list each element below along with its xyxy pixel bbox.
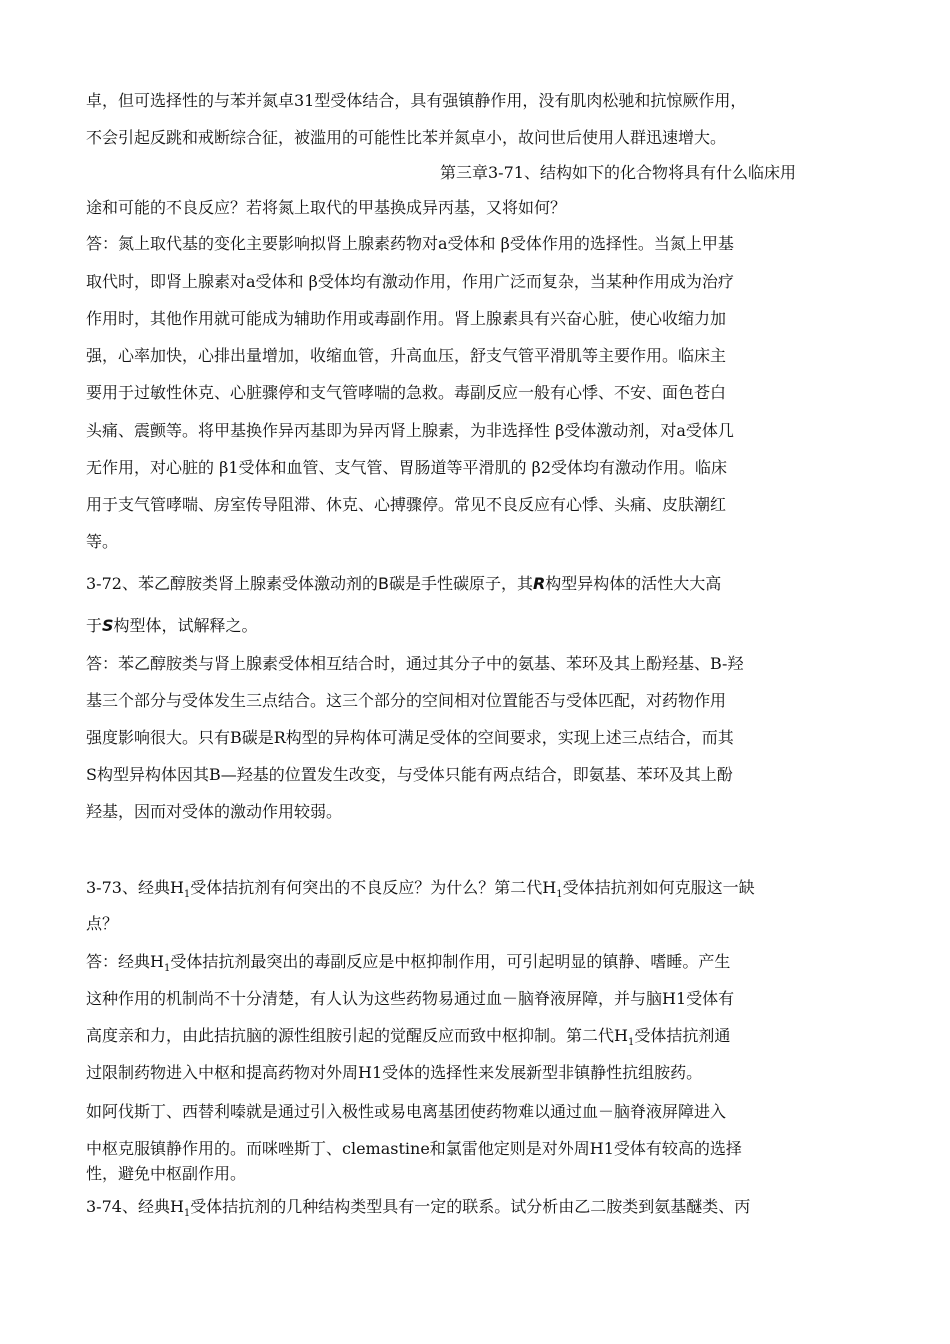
q74-title-line-1 [86,1196,886,1225]
q72-title-part: 3-72、苯乙醇胺类肾上腺素受体激动剂的 [86,574,378,593]
q71-answer-line: 用于支气管哮喘、房室传导阻滞、休克、心搏骤停。常见不良反应有心悸、头痛、皮肤潮红 [86,495,727,514]
q71-title-line-2: 途和可能的不良反应？若将氮上取代的甲基换成异丙基，又将如何？ [86,198,567,217]
q74-title-part: 3-74、经典H [86,1197,184,1216]
q73-title-line-2: 点？ [86,914,119,933]
q71-answer-line: 等。 [86,532,119,551]
q73-answer-line: 性，避免中枢副作用。 [86,1164,247,1183]
q72-answer-line: 基三个部分与受体发生三点结合。这三个部分的空间相对位置能否与受体匹配，对药物作用 [86,691,727,710]
q73-answer-line: 这种作用的机制尚不十分清楚，有人认为这些药物易通过血－脑脊液屏障，并与脑H1受体有 [86,989,735,1008]
q73-answer-part: 高度亲和力，由此拮抗脑的源性组胺引起的觉醒反应而致中枢抑制。第二代H [86,1026,628,1045]
q73-answer-line-3 [86,1025,886,1054]
q72-title-part: 构型异构体的活性大大高 [545,574,722,593]
q73-answer-line: 中枢克服镇静作用的。而咪唑斯丁、clemastine和氯雷他定则是对外周H1受体有较高的选择 [86,1139,742,1158]
q73-answer-part: 受体拮抗剂通 [634,1026,731,1045]
intro-line-2: 不会引起反跳和戒断综合征，被滥用的可能性比苯并氮卓小，故问世后使用人群迅速增大。 [86,128,727,147]
q72-title-line-2 [86,615,886,637]
q71-answer-line: 头痛、震颤等。将甲基换作异丙基即为异丙肾上腺素，为非选择性 β受体激动剂，对a受体几 [86,421,734,440]
q72-answer-line: S构型异构体因其B—羟基的位置发生改变，与受体只能有两点结合，即氨基、苯环及其上酚 [86,765,733,784]
q72-answer-line: 答：苯乙醇胺类与肾上腺素受体相互结合时，通过其分子中的氨基、苯环及其上酚羟基、B-羟 [86,654,744,673]
q73-answer-line-1 [86,951,886,980]
q71-answer-line: 取代时，即肾上腺素对a受体和 β受体均有激动作用，作用广泛而复杂，当某种作用成为治疗 [86,272,734,291]
q72-title-part: 于 [86,616,103,635]
q73-answer-part: 受体拮抗剂最突出的毒副反应是中枢抑制作用，可引起明显的镇静、嗜睡。产生 [170,952,731,971]
q73-answer-sub: 1 [627,1037,635,1049]
q73-title-line-1 [86,877,886,906]
q73-title-sub: 1 [556,889,563,901]
q72-title-r: R [532,574,546,593]
q71-answer-line: 无作用，对心脏的 β1受体和血管、支气管、胃肠道等平滑肌的 β2受体均有激动作用。临床 [86,458,728,477]
q72-answer-line: 羟基，因而对受体的激动作用较弱。 [86,802,343,821]
q73-answer-line: 如阿伐斯丁、西替利嗪就是通过引入极性或易电离基团使药物难以通过血－脑脊液屏障进入 [86,1102,727,1121]
q72-title-line-1 [86,573,886,595]
q72-title-beta: B [377,574,389,593]
q72-title-part: 构型体，试解释之。 [113,616,258,635]
q73-answer-line: 过限制药物进入中枢和提高药物对外周H1受体的选择性来发展新型非镇静性抗组胺药。 [86,1063,703,1082]
q73-title-part: 3-73、经典H [86,878,184,897]
q73-answer-sub: 1 [163,963,171,975]
q72-title-part: 碳是手性碳原子，其 [388,574,533,593]
q73-title-part: 受体拮抗剂如何克服这一缺 [562,878,755,897]
q71-answer-line: 强，心率加快，心排出量增加，收缩血管，升高血压，舒支气管平滑肌等主要作用。临床主 [86,346,727,365]
intro-line-1: 卓，但可选择性的与苯并氮卓31型受体结合，具有强镇静作用，没有肌肉松驰和抗惊厥作用， [86,91,747,110]
q74-title-part: 受体拮抗剂的几种结构类型具有一定的联系。试分析由乙二胺类到氨基醚类、丙 [190,1197,751,1216]
q73-answer-part: 答：经典H [86,952,164,971]
q71-answer-line: 答：氮上取代基的变化主要影响拟肾上腺素药物对a受体和 β受体作用的选择性。当氮上甲基 [86,234,734,253]
q72-answer-line: 强度影响很大。只有B碳是R构型的异构体可满足受体的空间要求，实现上述三点结合，而其 [86,728,734,747]
q73-title-part: 受体拮抗剂有何突出的不良反应？为什么？第二代H [190,878,557,897]
q71-title-line-1: 第三章3-71、结构如下的化合物将具有什么临床用 [440,163,796,182]
q73-title-sub: 1 [183,889,191,901]
q72-title-s: S [102,616,114,635]
q74-title-sub: 1 [183,1208,191,1220]
q71-answer-line: 作用时，其他作用就可能成为辅助作用或毒副作用。肾上腺素具有兴奋心脏，使心收缩力加 [86,309,727,328]
q71-answer-line: 要用于过敏性休克、心脏骤停和支气管哮喘的急救。毒副反应一般有心悸、不安、面色苍白 [86,383,727,402]
